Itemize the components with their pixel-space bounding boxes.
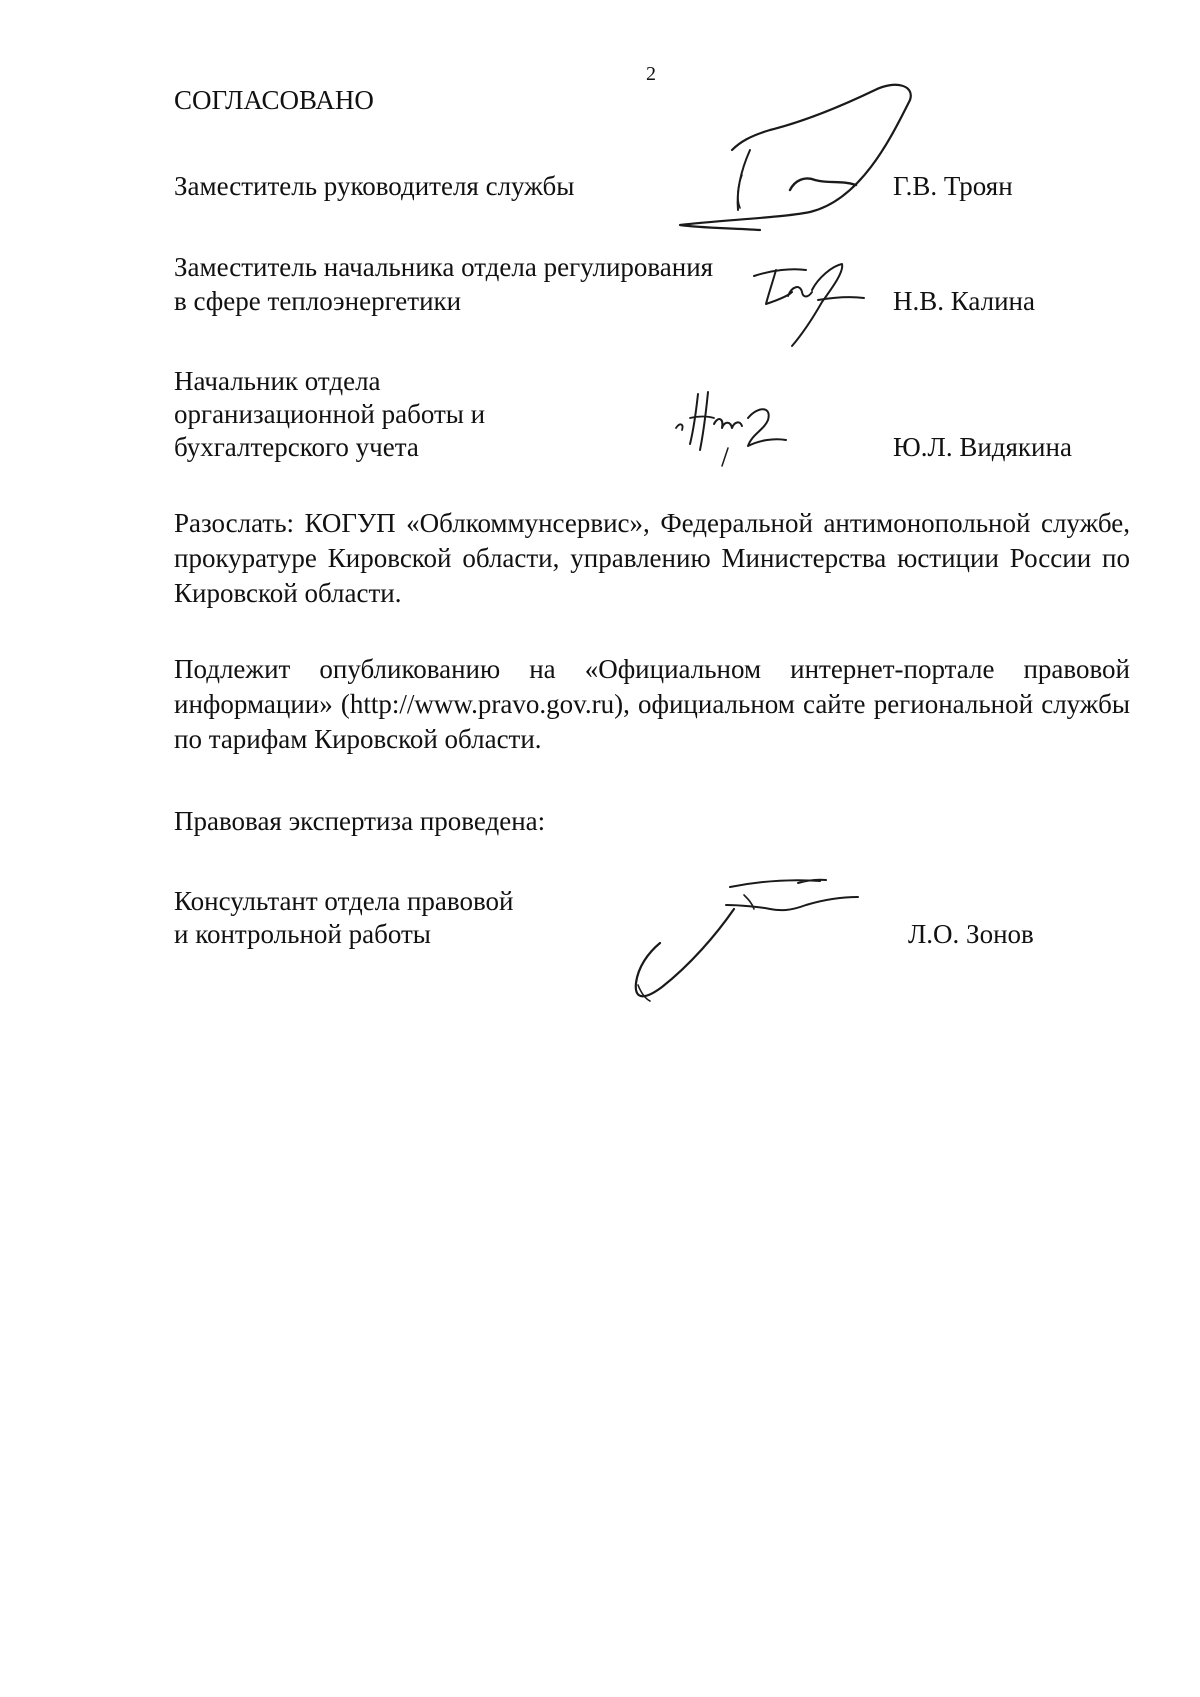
- approver-2-position-line-1: Заместитель начальника отдела регулирования: [174, 252, 714, 282]
- approver-3-name: Ю.Л. Видякина: [893, 432, 1072, 462]
- signature-2-image: [748, 262, 868, 352]
- approver-3-position-line-3: бухгалтерского учета: [174, 432, 419, 462]
- approval-heading: СОГЛАСОВАНО: [174, 85, 374, 115]
- signature-3-image: [668, 388, 788, 468]
- legal-reviewer-position-line-1: Консультант отдела правовой: [174, 886, 514, 916]
- publication-paragraph: Подлежит опубликованию на «Официальном интернет-портале правовой информации» (http://www.pravo.gov.ru), официальном сайте региональной службы по тарифам Кировской области.: [174, 654, 1130, 754]
- approver-2-position-line-2: в сфере теплоэнергетики: [174, 286, 462, 316]
- signature-4-image: [630, 875, 860, 1005]
- distribution-paragraph: Разослать: КОГУП «Облкоммунсервис», Федеральной антимонопольной службе, прокуратуре Кировской области, управлению Министерства юстиции России по Кировской области.: [174, 508, 1130, 608]
- approver-3-position-line-2: организационной работы и: [174, 399, 486, 429]
- legal-reviewer-position-line-2: и контрольной работы: [174, 919, 431, 949]
- signature-1-image: [660, 80, 920, 240]
- approver-2-name: Н.В. Калина: [893, 286, 1035, 316]
- page-number: 2: [646, 63, 656, 85]
- approver-3-position-line-1: Начальник отдела: [174, 366, 381, 396]
- approver-1-position: Заместитель руководителя службы: [174, 171, 575, 201]
- approver-1-name: Г.В. Троян: [893, 171, 1013, 201]
- legal-reviewer-name: Л.О. Зонов: [908, 919, 1034, 949]
- legal-review-title: Правовая экспертиза проведена:: [174, 806, 546, 836]
